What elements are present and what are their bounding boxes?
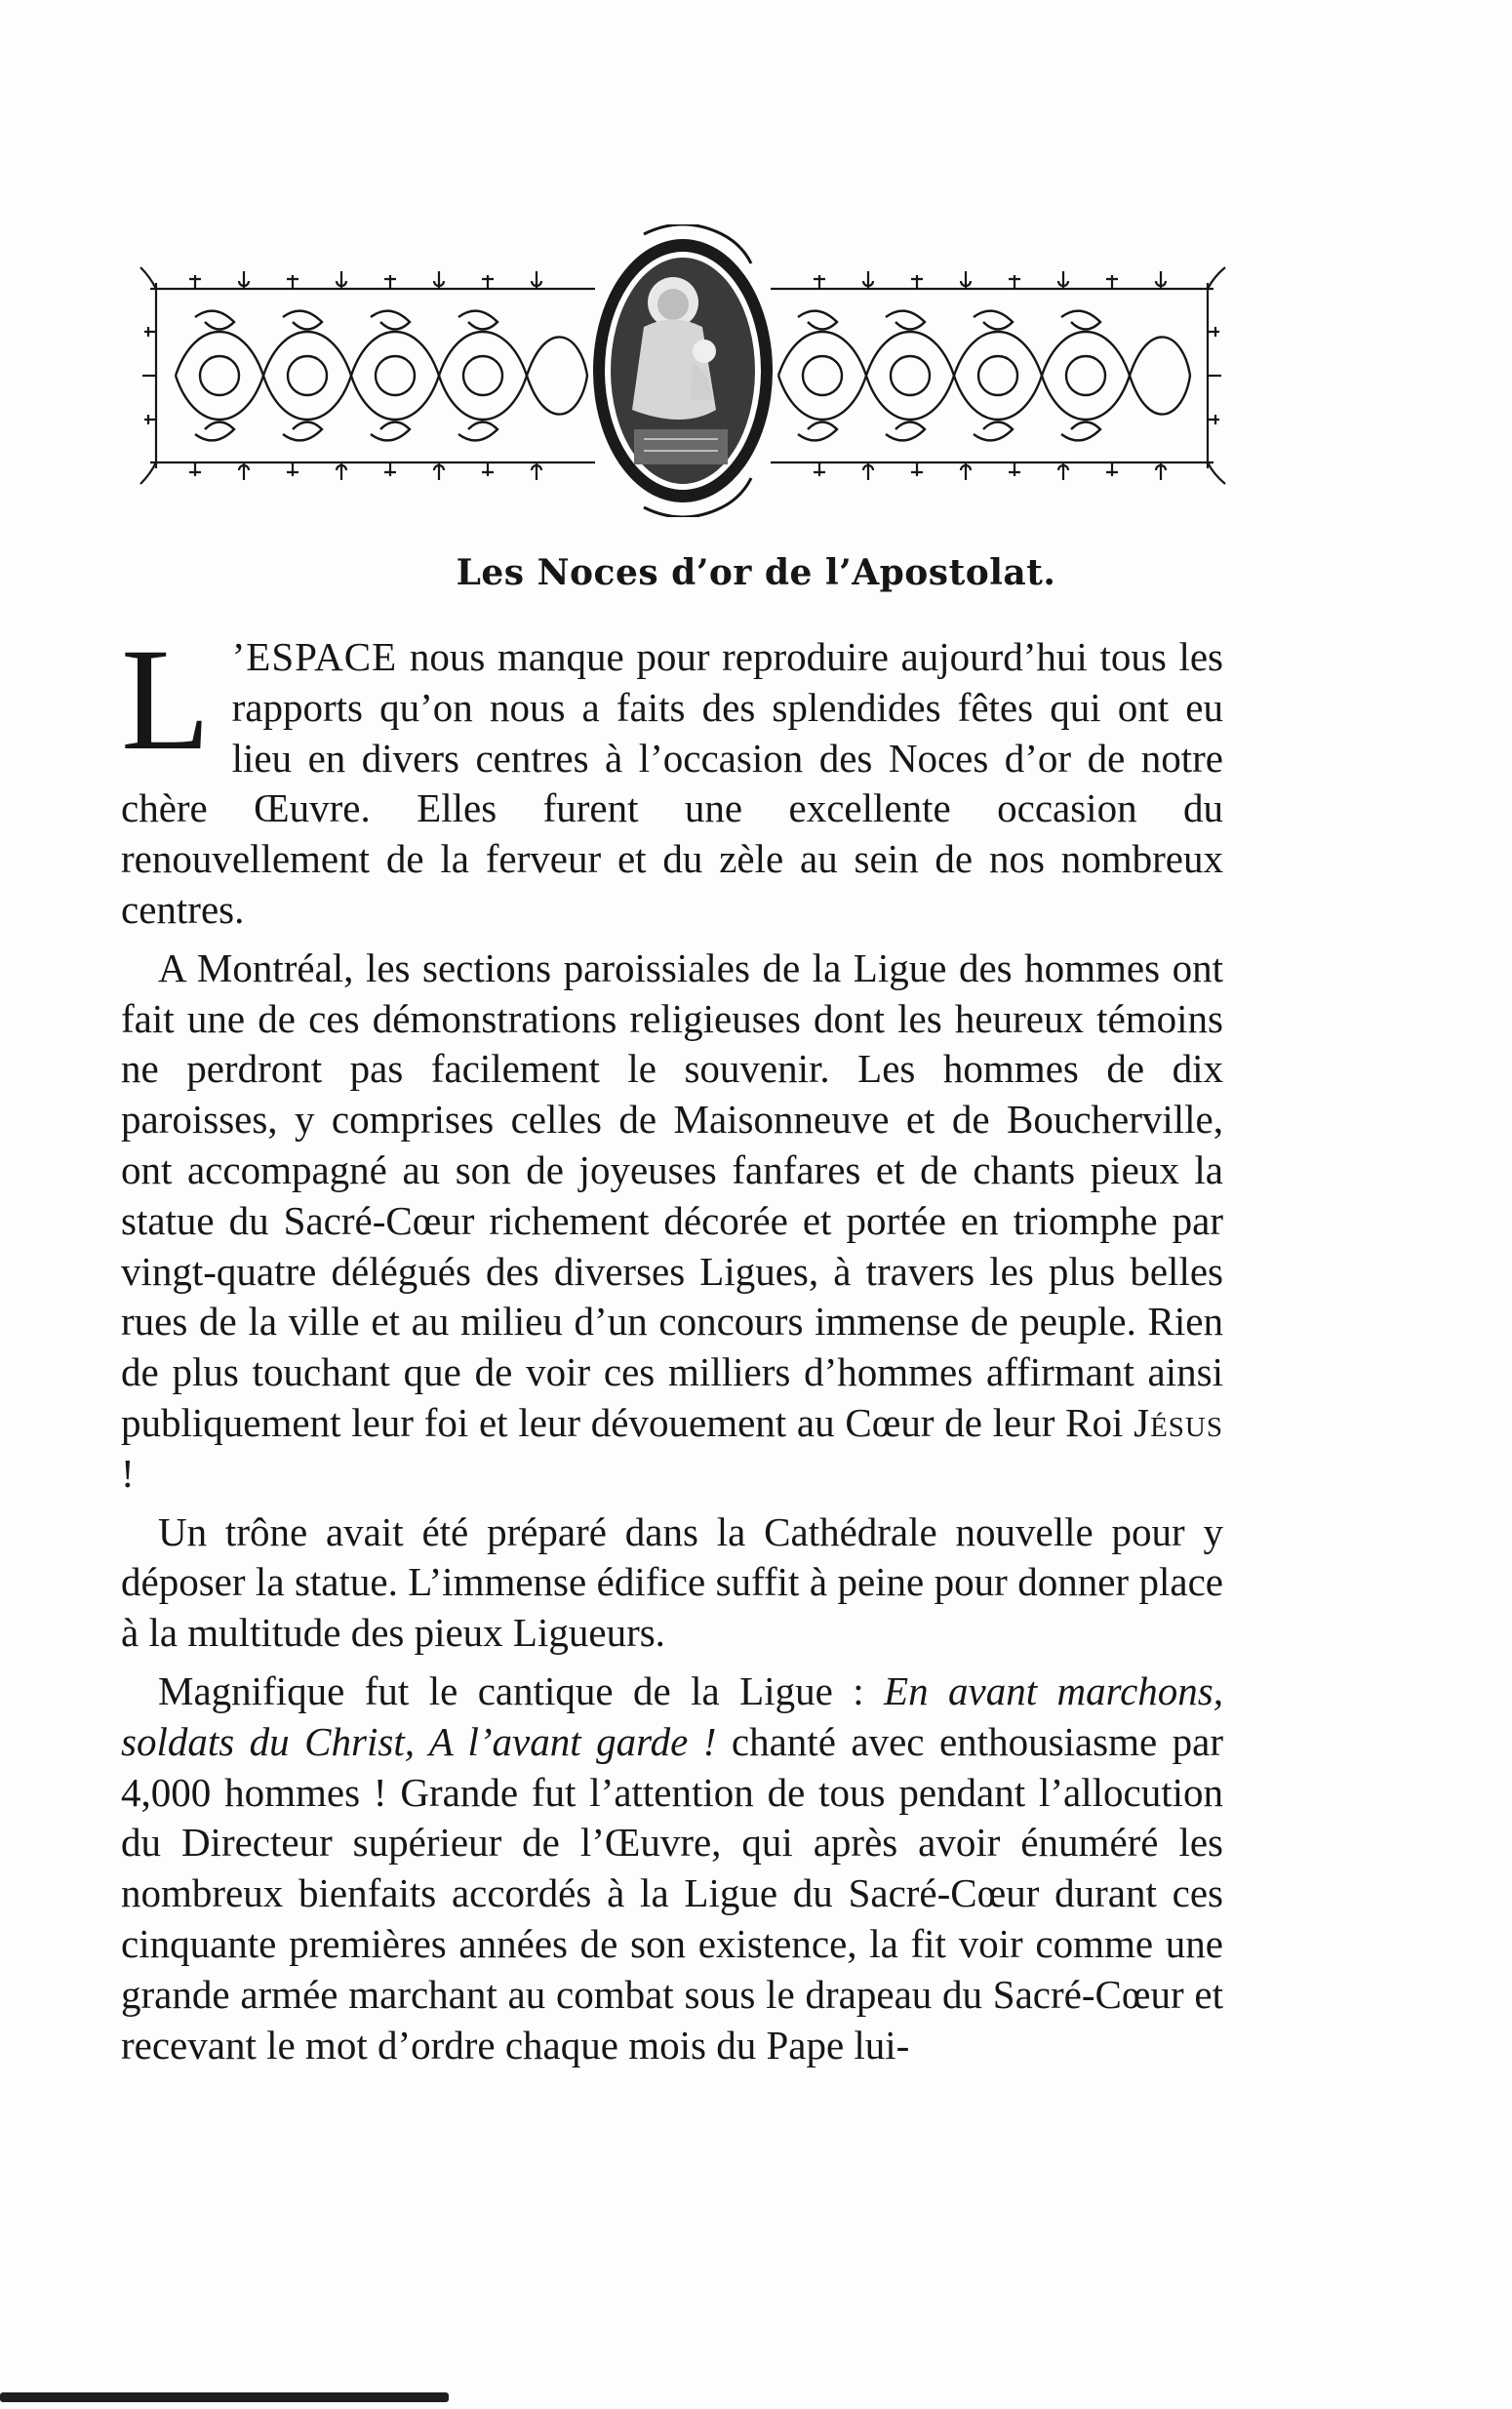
article-body bbox=[121, 619, 1223, 2078]
paragraph-4-rest: chanté avec enthousiasme par 4,000 hommes ! Grande fut l’attention de tous pendant l’allocution du Directeur supérieur de l’Œuvre, qui après avoir énuméré les nombreux bienfaits accordés à la Ligue du Sacré-Cœur durant ces cinquante premières années de son existence, la fit voir comme une grande armée marchant au combat sous le drapeau du Sacré-Cœur et recevant le mot d’ordre chaque mois du Pape lui- bbox=[121, 1718, 1223, 2068]
jesus-smallcaps: Jésus bbox=[1134, 1399, 1223, 1445]
paragraph-4 bbox=[121, 1666, 1223, 2070]
hymn-title: En avant marchons, soldats du Christ, A l’avant garde ! bbox=[121, 1667, 1223, 1764]
paragraph-1 bbox=[121, 619, 1223, 936]
paragraph-2-end: ! bbox=[121, 1450, 135, 1496]
drop-cap: L bbox=[121, 619, 211, 781]
paragraph-1-text: nous manque pour reproduire aujourd’hui tous les rapports qu’on nous a faits des splendides fêtes qui ont eu lieu en divers centres à l’occasion des Noces d’or de notre chère Œuvre. Elles furent une excellente occasion du renouvellement de la ferveur et du zèle au sein de nos nombreux centres. bbox=[121, 634, 1223, 932]
paragraph-3: Un trône avait été préparé dans la Cathédrale nouvelle pour y déposer la statue. L’immense édifice suffit à peine pour donner place à la multitude des pieux Ligueurs. bbox=[121, 1508, 1223, 1656]
paragraph-4-text: Magnifique fut le cantique de la Ligue : bbox=[158, 1667, 885, 1713]
opening-smallcaps: ’ESPACE bbox=[231, 634, 398, 679]
paragraph-2 bbox=[121, 944, 1223, 1500]
paragraph-2-text: A Montréal, les sections paroissiales de la Ligue des hommes ont fait une de ces démonstrations religieuses dont les heureux témoins ne perdront pas facilement le souvenir. Les hommes de dix paroisses, y comprises celles de Maisonneuve et de Boucherville, ont accompagné au son de joyeuses fanfares et de chants pieux la statue du Sacré-Cœur richement décorée et portée en triomphe par vingt-quatre délégués des diverses Ligues, à travers les plus belles rues de la ville et au milieu d’un concours immense de peuple. Rien de plus touchant que de voir ces milliers d’hommes affirmant ainsi publiquement leur foi et leur dévouement au Cœur de leur Roi bbox=[121, 944, 1223, 1445]
page-edge-shadow bbox=[0, 2392, 449, 2402]
madonna-medallion bbox=[593, 224, 773, 517]
article-title: Les Noces d’or de l’Apostolat. bbox=[456, 552, 1056, 593]
headpiece-ornament bbox=[137, 224, 1229, 517]
